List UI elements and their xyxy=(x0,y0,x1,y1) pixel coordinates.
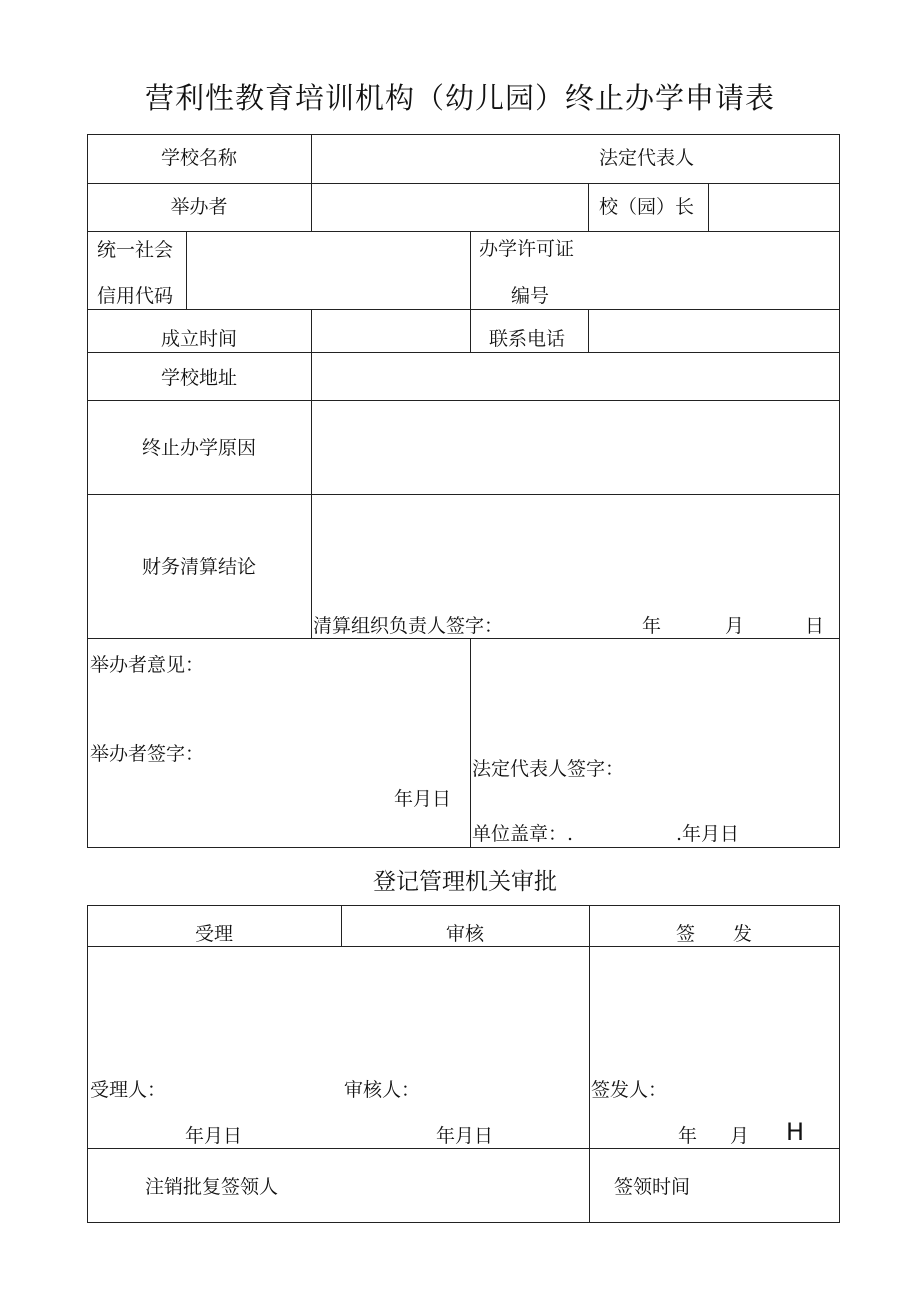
principal-label: 校（园）长 xyxy=(599,196,695,218)
sponsor-opinion-field[interactable] xyxy=(89,680,469,735)
receive-time-field[interactable] xyxy=(705,1150,838,1221)
founded-field[interactable] xyxy=(313,311,469,351)
finance-month: 月 xyxy=(725,615,745,637)
address-label: 学校地址 xyxy=(160,367,237,389)
legal-sign-label: 法定代表人签字： xyxy=(472,758,625,780)
credit-code-label-line1: 统一社会 xyxy=(97,239,174,261)
acceptor-label: 受理人： xyxy=(90,1079,167,1101)
sponsor-sign-label: 举办者签字： xyxy=(90,743,205,765)
phone-label: 联系电话 xyxy=(489,328,566,350)
reviewer-date: 年月日 xyxy=(436,1125,494,1147)
finance-day: 日 xyxy=(805,615,825,637)
issue-year: 年 xyxy=(678,1125,698,1147)
sponsor-field[interactable] xyxy=(313,185,587,230)
founded-label: 成立时间 xyxy=(160,328,237,350)
finance-field[interactable] xyxy=(313,496,838,606)
page-title: 营利性教育培训机构（幼儿园）终止办学申请表 xyxy=(144,81,775,115)
credit-code-field[interactable] xyxy=(188,233,469,308)
issue-field[interactable] xyxy=(591,948,838,1073)
recipient-label: 注销批复签领人 xyxy=(145,1176,279,1198)
license-label-line1: 办学许可证 xyxy=(479,238,575,260)
principal-field[interactable] xyxy=(710,185,838,230)
accept-header: 受理 xyxy=(194,923,233,945)
approval-title: 登记管理机关审批 xyxy=(373,869,557,895)
finance-sign-label: 清算组织负责人签字： xyxy=(313,615,504,637)
issue-month: 月 xyxy=(730,1125,750,1147)
accept-review-field[interactable] xyxy=(89,948,587,1073)
address-field[interactable] xyxy=(313,354,838,399)
finance-year: 年 xyxy=(642,615,662,637)
acceptor-date: 年月日 xyxy=(185,1125,243,1147)
receive-time-label: 签领时间 xyxy=(614,1176,691,1198)
legal-rep-label: 法定代表人 xyxy=(599,147,695,169)
seal-date: .年月日 xyxy=(676,823,740,845)
reviewer-label: 审核人： xyxy=(344,1079,421,1101)
reason-field[interactable] xyxy=(313,402,838,493)
credit-code-label-line2: 信用代码 xyxy=(97,285,174,307)
school-name-field[interactable] xyxy=(313,136,583,182)
legal-rep-field[interactable] xyxy=(700,136,838,182)
issuer-label: 签发人： xyxy=(591,1079,668,1101)
finance-label: 财务清算结论 xyxy=(141,556,256,578)
school-name-label: 学校名称 xyxy=(160,147,237,169)
phone-field[interactable] xyxy=(590,311,838,351)
sponsor-label: 举办者 xyxy=(170,196,228,218)
sponsor-opinion-label: 举办者意见： xyxy=(90,654,205,676)
issue-header: 签 发 xyxy=(675,923,752,945)
seal-label: 单位盖章：. xyxy=(472,823,574,845)
reason-label: 终止办学原因 xyxy=(141,437,256,459)
license-label-line2: 编号 xyxy=(511,285,550,307)
issue-day: H xyxy=(786,1118,805,1146)
recipient-field[interactable] xyxy=(300,1150,587,1221)
sponsor-date: 年月日 xyxy=(394,788,452,810)
review-header: 审核 xyxy=(445,923,484,945)
